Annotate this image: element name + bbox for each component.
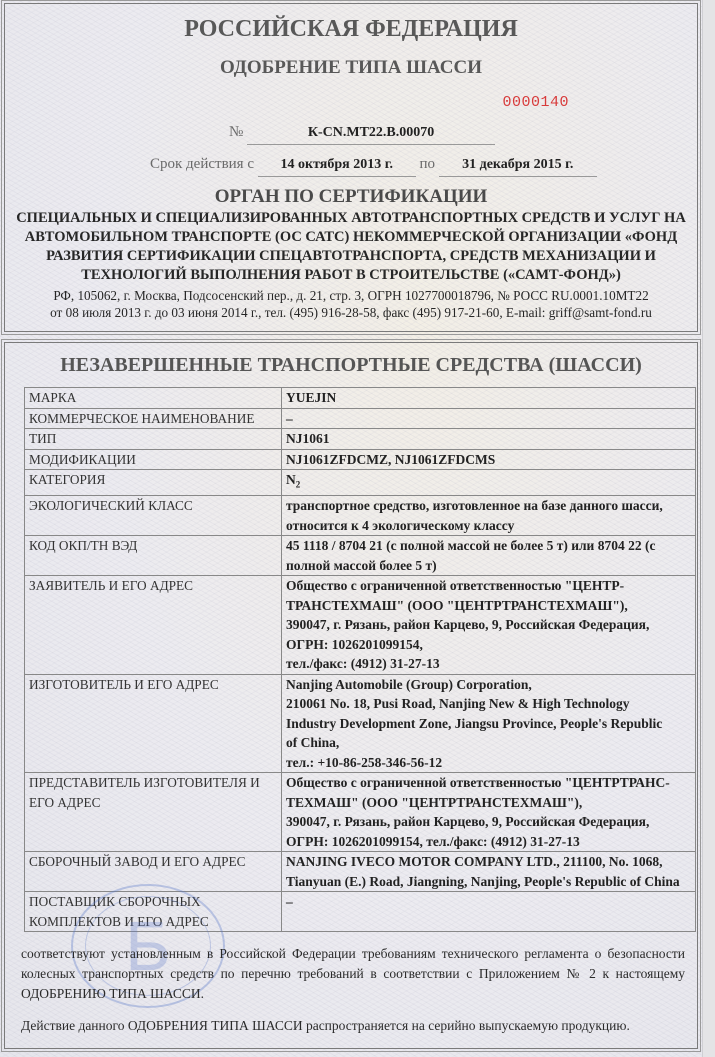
table-row <box>25 408 696 429</box>
header-frame <box>4 3 698 332</box>
validity-field <box>9 153 693 177</box>
row-value <box>282 852 696 892</box>
country-title: РОССИЙСКАЯ ФЕДЕРАЦИЯ <box>184 16 518 42</box>
row-label: МАРКА <box>25 388 282 409</box>
row-value-line: Nanjing Automobile (Group) Corporation, <box>286 676 532 692</box>
row-value-line: of China, <box>286 735 340 751</box>
row-value-text: NANJING IVECO MOTOR COMPANY LTD., 211100, No. 1068, Tianyuan (E.) Road, Jiangning, Nanjing, People's Republic of China <box>286 854 680 889</box>
scan-edge-strip <box>702 0 715 1057</box>
row-label: КОД ОКП/ТН ВЭД <box>25 536 282 576</box>
row-value-subscript: 2 <box>295 479 301 490</box>
row-value <box>282 496 696 536</box>
compliance-paragraph: соответствуют установленным в Российской Федерации требованиям технического регламента о безопасности колесных транспортных средств по перечню требований в соответствии с Приложением № 2 к настоящему ОДОБРЕНИЮ ТИПА ШАССИ. <box>21 946 685 1002</box>
row-value <box>282 892 696 932</box>
validity-to: 31 декабря 2015 г. <box>439 154 597 177</box>
row-value-text: – <box>286 894 293 910</box>
row-value-line: 390047, г. Рязань, район Карцево, 9, Российская Федерация, <box>286 617 650 633</box>
certification-body-name: СПЕЦИАЛЬНЫХ И СПЕЦИАЛИЗИРОВАННЫХ АВТОТРАНСПОРТНЫХ СРЕДСТВ И УСЛУГ НА АВТОМОБИЛЬНОМ ТРАНСПОРТЕ (ОС САТС) НЕКОММЕРЧЕСКОЙ ОРГАНИЗАЦИИ «ФОНД РАЗВИТИЯ СЕРТИФИКАЦИИ СПЕЦАВТОТРАНСПОРТА, СРЕДСТВ МЕХАНИЗАЦИИ И ТЕХНОЛОГИЙ ВЫПОЛНЕНИЯ РАБОТ В СТРОИТЕЛЬСТВЕ («САМТ-ФОНД») <box>16 210 686 283</box>
row-value <box>282 388 696 409</box>
table-row <box>25 429 696 450</box>
row-value <box>282 408 696 429</box>
table-row <box>25 470 696 496</box>
seal-emblem-icon: Б <box>125 907 171 986</box>
row-value <box>282 576 696 675</box>
table-row <box>25 496 696 536</box>
row-value-line: Общество с ограниченной ответственностью "ЦЕНТРТРАНС- <box>286 775 670 791</box>
row-label: МОДИФИКАЦИИ <box>25 449 282 470</box>
row-value <box>282 536 696 576</box>
validity-to-label: по <box>419 156 436 172</box>
row-label: ЭКОЛОГИЧЕСКИЙ КЛАСС <box>25 496 282 536</box>
row-value <box>282 449 696 470</box>
number-label: № <box>229 124 244 140</box>
row-value-line: ТЕХМАШ" (ООО "ЦЕНТРТРАНСТЕХМАШ"), <box>286 794 583 810</box>
row-value-text: NJ1061 <box>286 431 330 446</box>
row-value-text: YUEJIN <box>286 390 337 405</box>
table-row <box>25 449 696 470</box>
address-line-2: от 08 июля 2013 г. до 03 июня 2014 г., тел. (495) 916-28-58, факс (495) 917-21-60, E-mail: griff@samt-fond.ru <box>50 305 652 320</box>
row-label: ТИП <box>25 429 282 450</box>
validity-label: Срок действия с <box>150 156 254 172</box>
row-label: КАТЕГОРИЯ <box>25 470 282 496</box>
row-value-line: ОГРН: 1026201099154, тел./факс: (4912) 31-27-13 <box>286 833 580 849</box>
serial-number: 0000140 <box>502 94 569 111</box>
serial-row <box>9 92 693 113</box>
row-value <box>282 674 696 773</box>
row-label: КОММЕРЧЕСКОЕ НАИМЕНОВАНИЕ <box>25 408 282 429</box>
certificate-number: К-CN.МТ22.В.00070 <box>247 122 495 145</box>
table-row <box>25 536 696 576</box>
row-value-line: ОГРН: 1026201099154, <box>286 636 423 652</box>
row-value <box>282 773 696 852</box>
row-label: ПРЕДСТАВИТЕЛЬ ИЗГОТОВИТЕЛЯ И ЕГО АДРЕС <box>25 773 282 852</box>
certification-body-address <box>9 287 693 321</box>
row-value-text: транспортное средство, изготовленное на базе данного шасси, относится к 4 экологическому классу <box>286 498 663 533</box>
scope-paragraph: Действие данного ОДОБРЕНИЯ ТИПА ШАССИ распространяется на серийно выпускаемую продукцию. <box>21 1018 630 1034</box>
table-row <box>25 892 696 932</box>
row-label: СБОРОЧНЫЙ ЗАВОД И ЕГО АДРЕС <box>25 852 282 892</box>
address-line-1: РФ, 105062, г. Москва, Подсосенский пер., д. 21, стр. 3, ОГРН 1027700018796, № РОСС RU.0001.10МТ22 <box>53 288 649 303</box>
row-value-line: ТРАНСТЕХМАШ" (ООО "ЦЕНТРТРАНСТЕХМАШ"), <box>286 597 628 613</box>
row-label: ИЗГОТОВИТЕЛЬ И ЕГО АДРЕС <box>25 674 282 773</box>
row-value-text: N <box>286 472 296 487</box>
row-value-line: тел.: +10-86-258-346-56-12 <box>286 754 443 770</box>
row-value-text: NJ1061ZFDCMZ, NJ1061ZFDCMS <box>286 451 496 467</box>
row-value <box>282 470 696 496</box>
row-label: ЗАЯВИТЕЛЬ И ЕГО АДРЕС <box>25 576 282 675</box>
row-value-line: Industry Development Zone, Jiangsu Province, People's Republic <box>286 715 663 731</box>
table-row <box>25 773 696 852</box>
document-title: ОДОБРЕНИЕ ТИПА ШАССИ <box>219 57 483 78</box>
table-frame <box>4 342 698 1049</box>
table-row <box>25 388 696 409</box>
table-row <box>25 576 696 675</box>
row-value <box>282 429 696 450</box>
row-value-line: Общество с ограниченной ответственностью "ЦЕНТР- <box>286 578 625 594</box>
validity-from: 14 октября 2013 г. <box>258 154 416 177</box>
row-value-text: – <box>286 410 293 426</box>
table-row <box>25 674 696 773</box>
spec-table <box>24 387 696 932</box>
row-value-line: 390047, г. Рязань, район Карцево, 9, Российская Федерация, <box>286 814 650 830</box>
table-row <box>25 852 696 892</box>
certification-body-title: ОРГАН ПО СЕРТИФИКАЦИИ <box>214 186 488 207</box>
row-value-line: тел./факс: (4912) 31-27-13 <box>286 656 440 672</box>
spec-table-title: НЕЗАВЕРШЕННЫЕ ТРАНСПОРТНЫЕ СРЕДСТВА (ШАССИ) <box>60 354 642 376</box>
certificate-number-field <box>9 121 693 145</box>
row-label: ПОСТАВЩИК СБОРОЧНЫХ КОМПЛЕКТОВ И ЕГО АДРЕС <box>25 892 282 932</box>
row-value-text: 45 1118 / 8704 21 (с полной массой не более 5 т) или 8704 22 (с полной массой более 5 т) <box>286 538 656 573</box>
row-value-line: 210061 No. 18, Pusi Road, Nanjing New & High Technology <box>286 696 630 712</box>
